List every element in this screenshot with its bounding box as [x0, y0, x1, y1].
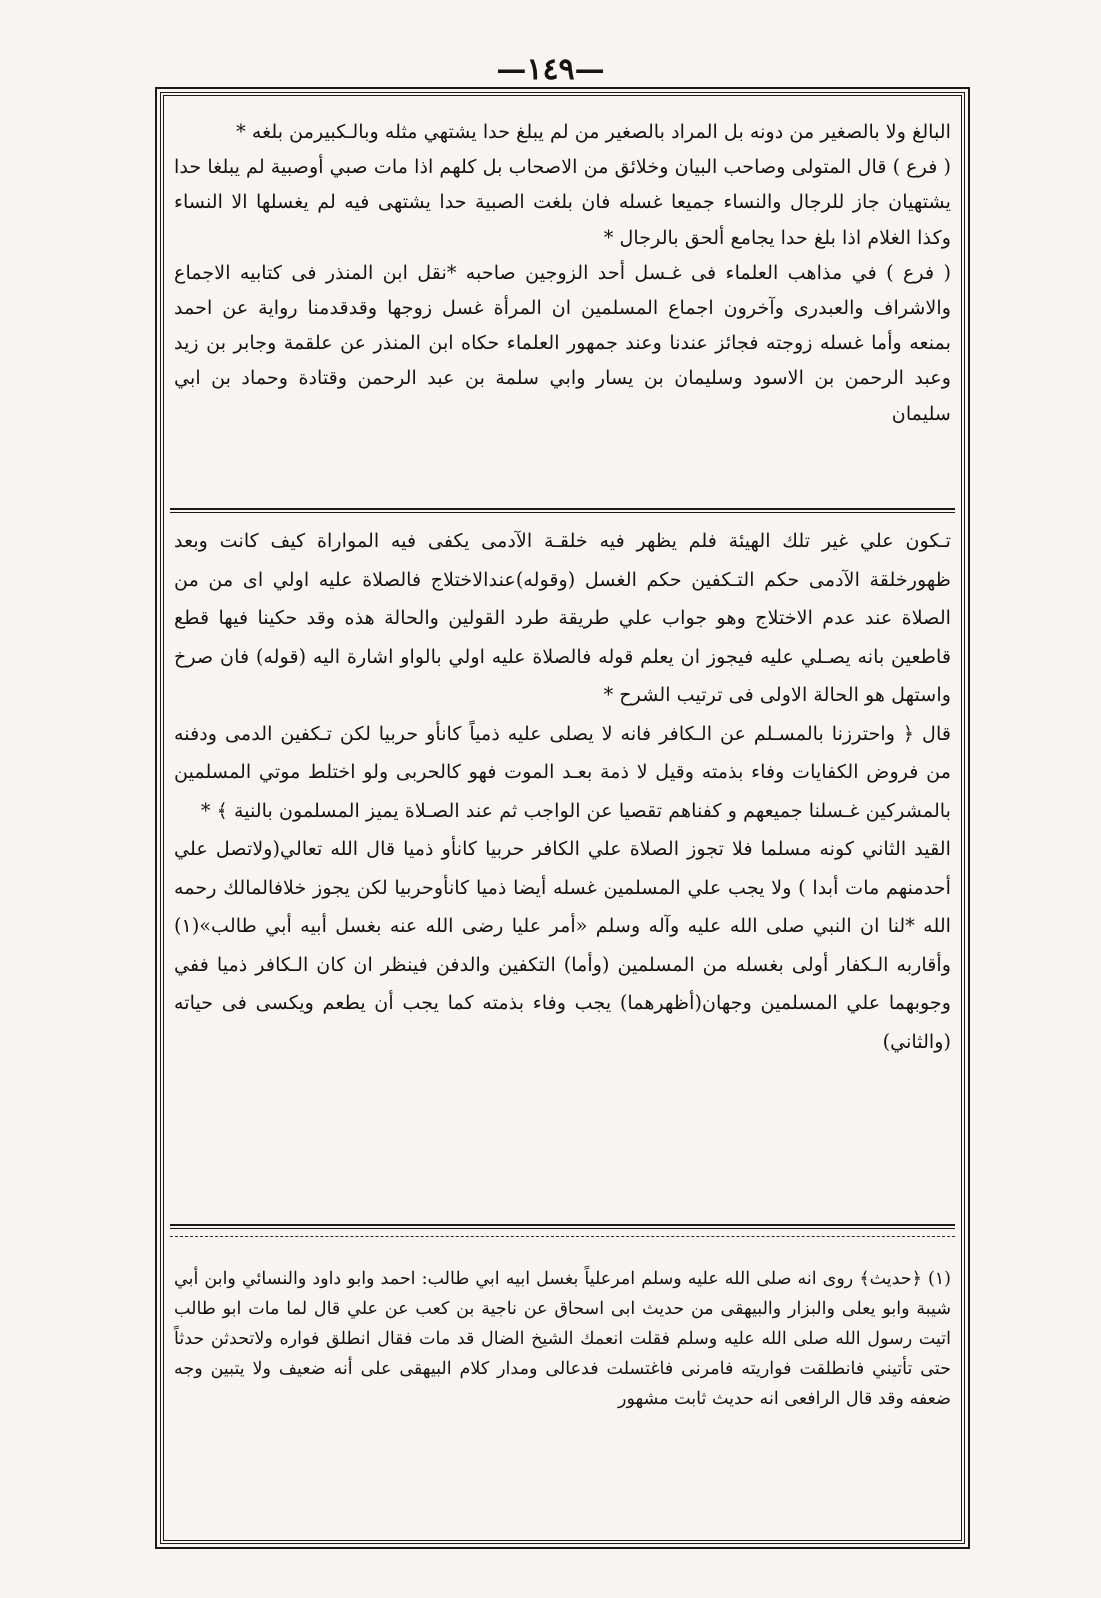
commentary-block	[174, 522, 951, 1061]
commentary-paragraph: قال ﴿ واحترزنا بالمسـلم عن الـكافر فانه لا يصلى عليه ذمياً كانأو حربيا لكن تـكفين الدمى ودفنه من فروض الكفايات وفاء بذمته وقيل لا ذمة بعـد الموت فهو كالحربى ولو اختلط موتي المسلمين بالمشركين غـسلنا جميعهم و كفناهم تقصيا عن الواجب ثم عند الصـلاة يميز المسلمون بالنية ﴾ *	[174, 721, 951, 822]
page-frame	[160, 92, 965, 1544]
commentary-paragraph: القيد الثاني كونه مسلما فلا تجوز الصلاة علي الكافر حربيا كانأو ذميا قال الله تعالي(ولاتصل علي أحدمنهم مات أبدا ) ولا يجب علي المسلمين غسله أيضا ذميا كانأوحربيا لكن يجوز خلافالمالك رحمه الله *لنا ان النبي صلى الله عليه وآله وسلم «أمر عليا رضى الله عنه بغسل أبيه أبي طالب»(١) وأقاربه الـكفار أولى بغسله من المسلمين (وأما) التكفين والدفن فينظر ان كان الـكافر ذميا ففي وجوبهما علي المسلمين وجهان(أظهرهما) يجب وفاء بذمته كما يجب أن يطعم ويكسى فى حياته (والثاني)	[174, 837, 951, 1053]
main-text-paragraph: البالغ ولا بالصغير من دونه بل المراد بالصغير من لم يبلغ حدا يشتهي مثله وبالـكبيرمن بلغه *	[236, 120, 951, 143]
page-number: —١٤٩—	[496, 52, 605, 87]
main-text-paragraph: ( فرع ) قال المتولى وصاحب البيان وخلائق من الاصحاب بل كلهم اذا مات صبي أوصبية لم يبلغا حدا يشتهيان جاز للرجال والنساء جميعا غسله فان بلغت الصبية حدا يشتهى فيه لم يغسلها الا النساء وكذا الغلام اذا بلغ حدا يجامع ألحق بالرجال *	[174, 155, 951, 249]
footnote-block	[174, 1264, 951, 1414]
footnote-divider-dashed	[170, 1236, 955, 1237]
commentary-paragraph: تـكون علي غير تلك الهيئة فلم يظهر فيه خلقـة الآدمى يكفى فيه المواراة كيف كانت وبعد ظهورخلقة الآدمى حكم التـكفين حكم الغسل (وقوله)عندالاختلاج فالصلاة عليه اولي اى من من الصلاة عند عدم الاختلاج وهو جواب علي طريقة طرد القولين والحالة هذه وقد حكينا فيها قطع قاطعين بانه يصـلي عليه فيجوز ان يعلم قوله فالصلاة عليه اولي بالواو اشارة اليه (قوله) فان صرخ واستهل هو الحالة الاولى فى ترتيب الشرح *	[174, 529, 951, 706]
footnote-paragraph: (١) ﴿حديث﴾ روى انه صلى الله عليه وسلم امرعلياً بغسل ابيه ابي طالب: احمد وابو داود والنسائي وابن أبي شيبة وابو يعلى والبزار والبيهقى من حديث ابى اسحاق عن ناجية بن كعب عن علي قال لما مات ابو طالب اتيت رسول الله صلى الله عليه وسلم فقلت انعمك الشيخ الضال قد مات فقال انطلق فواره ولاتحدثن حدثاً حتى تأتيني فانطلقت فواريته فامرنى فاغتسلت فدعالى ومدار كلام البيهقى على أنه ضعيف ولا يتبين وجه ضعفه وقد قال الرافعى انه حديث ثابت مشهور	[174, 1269, 951, 1409]
footnote-divider	[170, 1224, 955, 1229]
main-text-paragraph: ( فرع ) في مذاهب العلماء فى غـسل أحد الزوجين صاحبه *نقل ابن المنذر فى كتابيه الاجماع والاشراف والعبدرى وآخرون اجماع المسلمين ان المرأة غسل زوجها وقدقدمنا رواية عن احمد بمنعه وأما غسله زوجته فجائز عندنا وعند جمهور العلماء حكاه ابن المنذر عن علقمة وجابر بن زيد وعبد الرحمن بن الاسود وسليمان بن يسار وابي سلمة بن عبد الرحمن وقتادة وحماد بن ابي سليمان	[174, 260, 951, 425]
main-text-block	[174, 114, 951, 431]
section-divider	[170, 508, 955, 513]
